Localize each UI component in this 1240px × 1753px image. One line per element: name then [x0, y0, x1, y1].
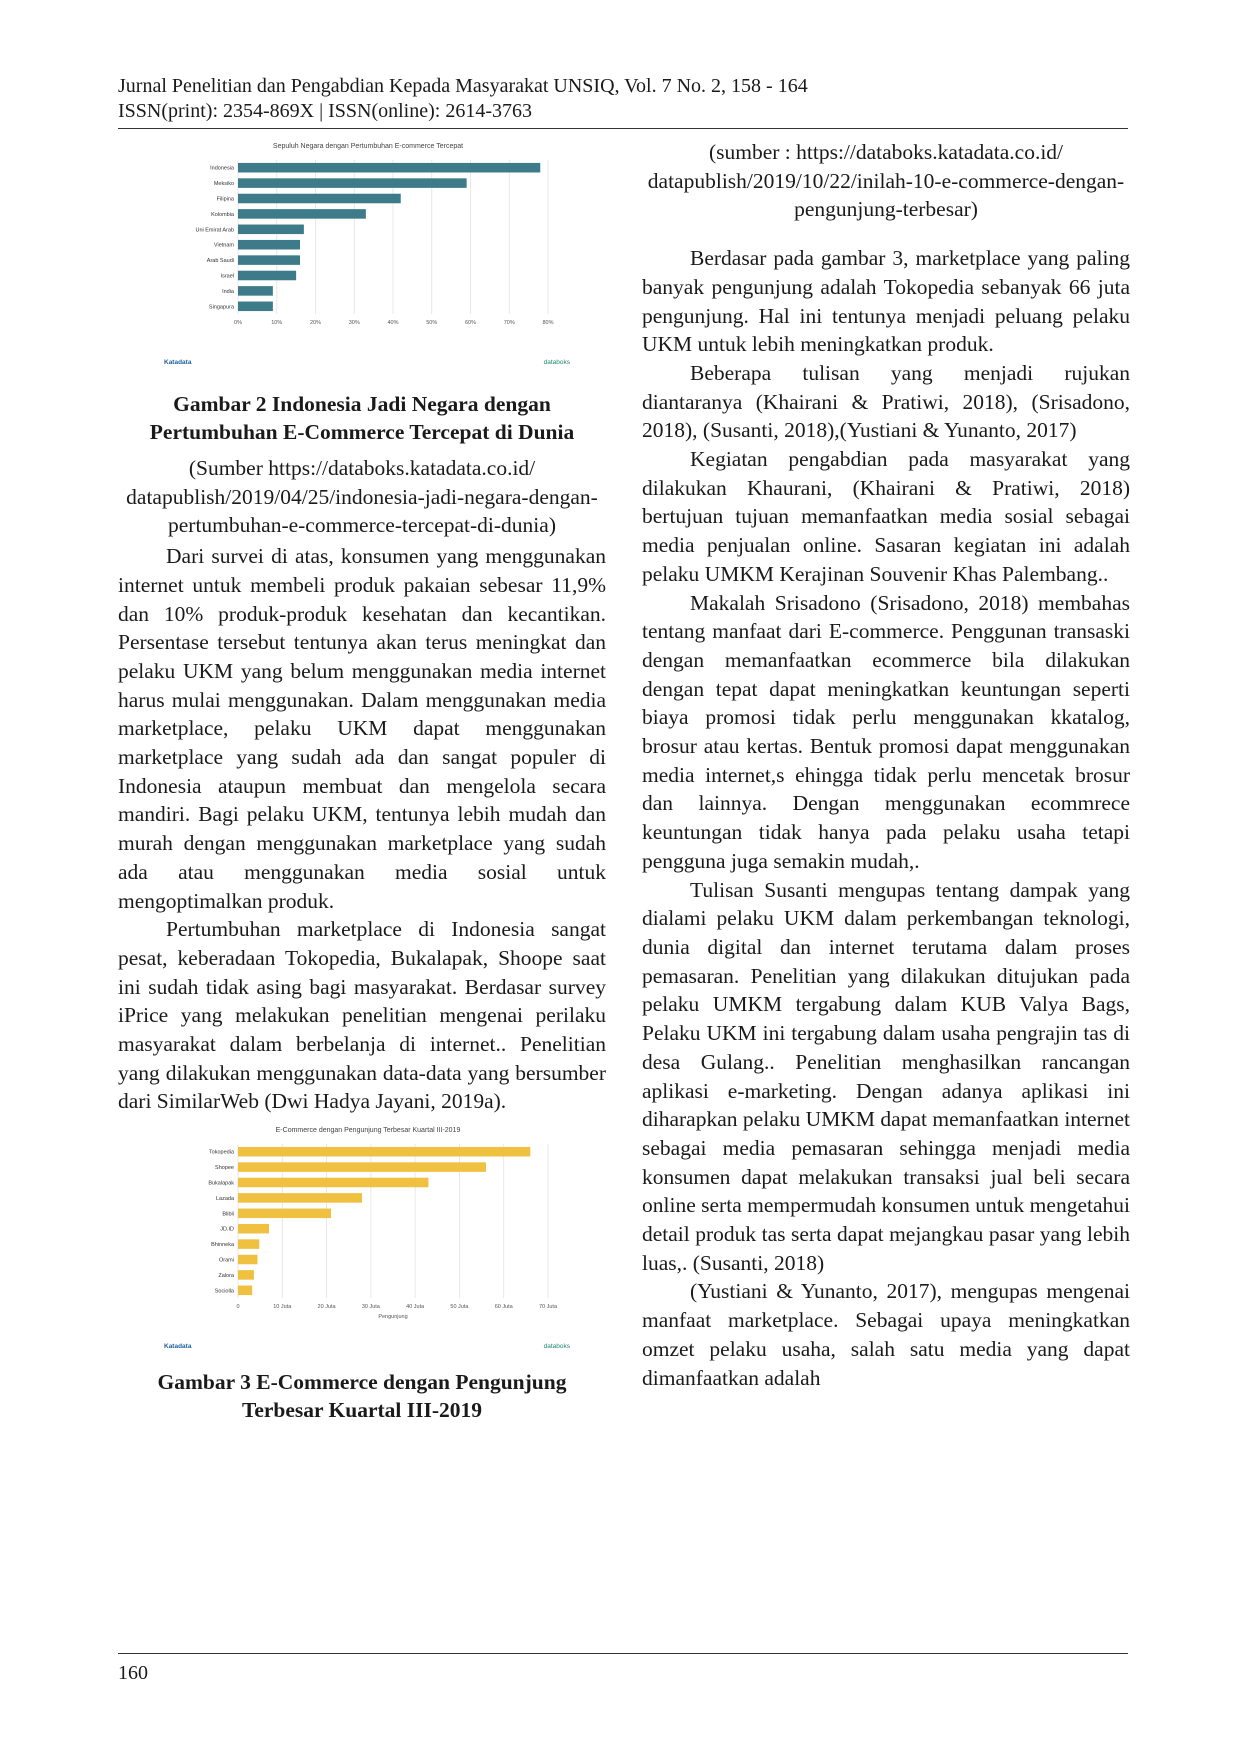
category-label: Zalora	[218, 1273, 234, 1280]
left-paragraph-2: Pertumbuhan marketplace di Indonesia sangat pesat, keberadaan Tokopedia, Bukalapak, Shoope saat ini sudah tidak asing bagi masyarakat. Berdasar survey iPrice yang melakukan penelitian mengenai perilaku masyarakat dalam berbelanja di internet.. Penelitian yang dilakukan menggunakan data-data yang bersumber dari SimilarWeb (Dwi Hadya Jayani, 2019a).	[118, 917, 606, 1114]
category-label: Arab Saudi	[206, 258, 234, 265]
x-tick-label: 0%	[234, 320, 242, 326]
category-label: Kolombia	[211, 211, 234, 218]
right-paragraph-1: Berdasar pada gambar 3, marketplace yang paling banyak pengunjung adalah Tokopedia sebanyak 66 juta pengunjung. Hal ini tentunya menjadi peluang pelaku UKM untuk lebih meningkatkan produk.	[642, 246, 1130, 357]
figure-3-chart	[158, 1122, 578, 1354]
bar	[238, 163, 540, 173]
x-tick-label: 70 Juta	[538, 1304, 558, 1311]
figure-2-chart	[158, 138, 578, 370]
right-paragraph-4: Makalah Srisadono (Srisadono, 2018) membahas tentang manfaat dari E-commerce. Penggunan transaski dengan memanfaatkan ecommerce bila dilakukan dengan tepat dapat meningkatkan keuntungan seperti biaya promosi tidak perlu menggunakan kkatalog, brosur atau kertas. Bentuk promosi dapat menggunakan media internet,s ehingga tidak perlu mencetak brosur dan lainnya. Dengan menggunakan ecommrece keuntungan tidak hanya pada pelaku usaha tetapi pengguna juga semakin mudah,.	[642, 590, 1130, 873]
category-label: Uni Emirat Arab	[195, 227, 234, 234]
x-tick-label: 50 Juta	[450, 1304, 469, 1311]
bar	[238, 178, 467, 188]
left-column	[118, 138, 606, 1424]
right-paragraph-3: Kegiatan pengabdian pada masyarakat yang dilakukan Khaurani, (Khairani & Pratiwi, 2018) bertujuan tujuan memanfaatkan media sosial sebagai media penjualan online. Sasaran kegiatan ini adalah pelaku UMKM Kerajinan Souvenir Khas Palembang..	[642, 447, 1130, 586]
right-paragraph-6: (Yustiani & Yunanto, 2017), mengupas mengenai manfaat marketplace. Sebagai upaya meningkatkan omzet pelaku usaha, salah satu media yang dapat dimanfaatkan adalah	[642, 1279, 1130, 1390]
katadata-logo: Katadata	[164, 359, 192, 366]
figure-2-source: (Sumber https://databoks.katadata.co.id/ datapublish/2019/04/25/indonesia-jadi-negara-dengan-pertumbuhan-e-commerce-tercepat-di-dunia)	[126, 456, 598, 538]
x-axis-label: Pengunjung	[378, 1314, 408, 1321]
bar	[238, 1178, 428, 1188]
category-label: Bukalapak	[208, 1180, 234, 1187]
category-label: Orami	[219, 1257, 234, 1264]
category-label: Blibli	[222, 1211, 234, 1218]
x-tick-label: 80%	[542, 320, 554, 326]
bar	[238, 1239, 259, 1249]
x-tick-label: 10%	[271, 320, 283, 326]
bar	[238, 1270, 254, 1280]
right-paragraph-2: Beberapa tulisan yang menjadi rujukan diantaranya (Khairani & Pratiwi, 2018), (Srisadono, 2018), (Susanti, 2018),(Yustiani & Yunanto, 2017)	[642, 360, 1130, 443]
x-tick-label: 60 Juta	[494, 1304, 513, 1311]
bar	[238, 1209, 331, 1219]
category-label: Vietnam	[213, 242, 234, 249]
category-label: Sociolla	[214, 1288, 234, 1295]
category-label: JD.ID	[220, 1226, 234, 1233]
right-paragraph-5: Tulisan Susanti mengupas tentang dampak yang dialami pelaku UKM dalam perkembangan teknologi, dunia digital dan internet terutama dalam proses pemasaran. Penelitian yang dilakukan ditujukan pada pelaku UMKM tergabung dalam KUB Valya Bags, Pelaku UKM ini tergabung dalam usaha pengrajin tas di desa Gulang.. Penelitian menghasilkan rancangan aplikasi e-marketing. Dengan adanya aplikasi ini diharapkan pelaku UMKM dapat memanfaatkan internet sebagai media pemasaran sehingga menjadi media konsumen dapat melakukan transaksi jual beli secara online serta mempermudah konsumen untuk mengetahui detail produk tas serta dapat mejangkau pasar yang lebih luas,. (Susanti, 2018)	[642, 877, 1130, 1275]
bar	[238, 194, 401, 204]
page-number: 160	[118, 1662, 148, 1684]
x-tick-label: 50%	[426, 320, 438, 326]
left-paragraph-1: Dari survei di atas, konsumen yang menggunakan internet untuk membeli produk pakaian sebesar 11,9% dan 10% produk-produk kesehatan dan kecantikan. Persentase tersebut tentunya akan terus meningkat dan pelaku UKM yang belum menggunakan media internet harus mulai menggunakan. Dalam menggunakan media marketplace, pelaku UKM dapat menggunakan marketplace yang sudah ada dan sangat populer di Indonesia ataupun membuat dan mengelola secara mandiri. Bagi pelaku UKM, tentunya lebih mudah dan murah dengan menggunakan marketplace yang sudah ada atau menggunakan media sosial untuk mengoptimalkan produk.	[118, 544, 606, 913]
databoks-logo: databoks	[543, 1343, 570, 1351]
x-tick-label: 0	[236, 1304, 240, 1311]
header-divider	[118, 128, 1128, 129]
issn-line: ISSN(print): 2354-869X | ISSN(online): 2614-3763	[118, 100, 532, 122]
bar	[238, 286, 273, 296]
category-label: India	[222, 288, 234, 295]
footer-divider	[118, 1653, 1128, 1654]
bar	[238, 240, 300, 250]
figure-3-svg	[158, 1122, 578, 1354]
category-label: Bhinneka	[211, 1242, 234, 1249]
bar	[238, 271, 296, 281]
category-label: Indonesia	[210, 165, 234, 172]
x-tick-label: 70%	[503, 320, 515, 326]
category-label: Meksiko	[213, 181, 234, 188]
category-label: Shopee	[215, 1165, 234, 1172]
figure-3-caption: Gambar 3 E-Commerce dengan Pengunjung Terbesar Kuartal III-2019	[157, 1370, 567, 1423]
bar	[238, 1224, 269, 1234]
category-label: Israel	[220, 273, 234, 280]
journal-title-line: Jurnal Penelitian dan Pengabdian Kepada Masyarakat UNSIQ, Vol. 7 No. 2, 158 - 164	[118, 75, 808, 97]
x-tick-label: 20 Juta	[317, 1304, 336, 1311]
bar	[238, 1193, 362, 1203]
bar	[238, 1162, 486, 1172]
right-column	[642, 138, 1130, 1392]
x-tick-label: 30%	[348, 320, 360, 326]
category-label: Tokopedia	[208, 1149, 234, 1156]
x-tick-label: 30 Juta	[361, 1304, 380, 1311]
databoks-logo: databoks	[543, 359, 570, 366]
bar	[238, 209, 366, 219]
figure-3-source: (sumber : https://databoks.katadata.co.id/ datapublish/2019/10/22/inilah-10-e-commerce-dengan-pengunjung-terbesar)	[647, 140, 1125, 222]
category-label: Lazada	[215, 1196, 234, 1203]
x-tick-label: 40%	[387, 320, 399, 326]
journal-header	[118, 74, 1128, 124]
bar	[238, 255, 300, 265]
katadata-logo: Katadata	[164, 1343, 192, 1351]
category-label: Filipina	[216, 196, 234, 203]
chart-title: Sepuluh Negara dengan Pertumbuhan E-commerce Tercepat	[272, 143, 464, 150]
category-label: Singapura	[208, 304, 234, 311]
figure-2-caption: Gambar 2 Indonesia Jadi Negara dengan Pertumbuhan E-Commerce Tercepat di Dunia	[149, 392, 575, 444]
x-tick-label: 40 Juta	[406, 1304, 425, 1311]
figure-2-svg	[158, 138, 578, 370]
bar	[238, 1255, 257, 1265]
bar	[238, 225, 304, 235]
x-tick-label: 60%	[464, 320, 477, 326]
bar	[238, 1147, 530, 1157]
bar	[238, 1286, 252, 1296]
x-tick-label: 20%	[309, 320, 322, 326]
bar	[238, 302, 273, 312]
chart-title: E-Commerce dengan Pengunjung Terbesar Kuartal III-2019	[275, 1127, 461, 1135]
x-tick-label: 10 Juta	[273, 1304, 292, 1311]
